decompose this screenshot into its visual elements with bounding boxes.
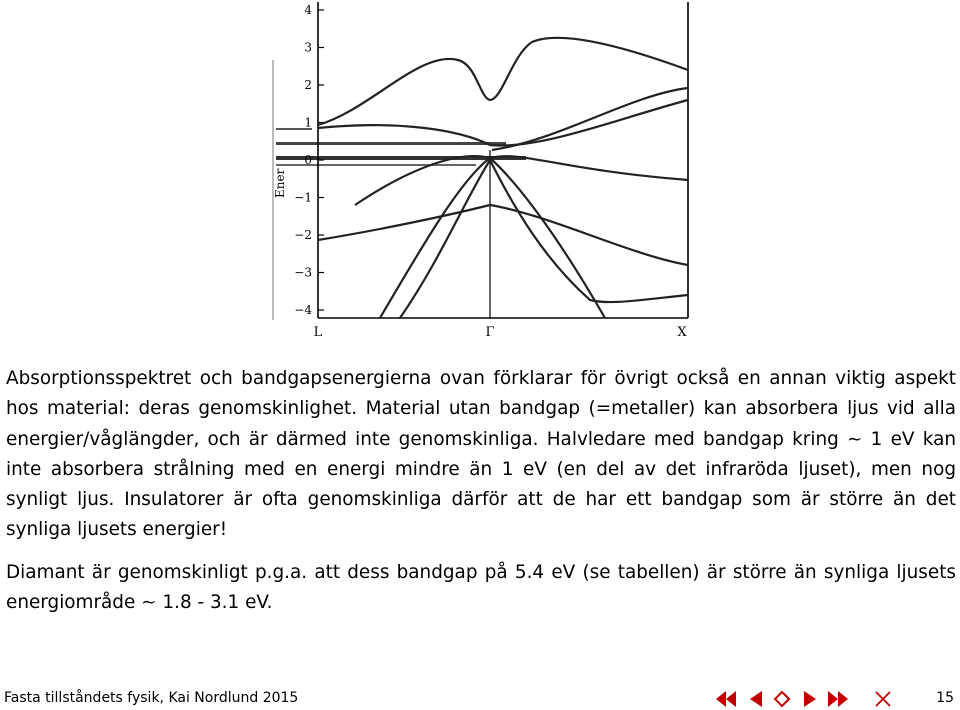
k-point-label-gamma: Γ	[485, 325, 495, 340]
y-tick-label: 1	[304, 115, 312, 130]
valence-band-top	[355, 156, 688, 205]
y-tick-label: −2	[294, 228, 312, 242]
y-tick-label: 2	[304, 78, 312, 92]
paragraph-diamond	[6, 558, 956, 619]
close-icon[interactable]	[876, 692, 890, 706]
valence-band-light	[400, 160, 688, 318]
valence-band-lower	[318, 205, 688, 265]
scan-artifact-line	[276, 142, 506, 145]
y-tick-label: 3	[304, 40, 312, 55]
paragraph-diamond-part1: Diamant är genomskinligt p.g.a. att dess bandgap på 5.4 eV (se tabellen) är större än synliga ljusets energiområde	[6, 561, 956, 614]
conduction-band-lower	[318, 100, 688, 146]
approx-symbol: ∼	[141, 592, 157, 614]
y-tick-marks	[318, 10, 324, 310]
next-page-icon[interactable]	[804, 691, 816, 707]
previous-page-icon[interactable]	[750, 691, 762, 707]
paragraph-transparency-part1: Absorptionsspektret och bandgapsenergierna ovan förklarar för övrigt också en annan viktig aspekt hos material: deras genomskinlighet. Material utan bandgap (=metaller) kan absorbera ljus vid alla energier/våglängder, och är därmed inte genomskinliga. Halvledare med bandgap kring	[6, 368, 956, 450]
conduction-band-x	[492, 88, 688, 150]
last-page-icon[interactable]	[828, 691, 848, 707]
body-text	[6, 364, 956, 618]
y-axis-label: Ener	[273, 168, 287, 198]
conduction-band-upper	[318, 38, 688, 125]
band-structure-plot	[260, 0, 700, 340]
k-point-label-L: L	[313, 325, 323, 340]
y-tick-label: −4	[294, 303, 312, 317]
back-icon[interactable]	[775, 692, 789, 706]
paragraph-transparency-part2: 1 eV kan inte absorbera strålning med en energi mindre än 1 eV (en del av det infraröda ljuset), men nog synligt ljus. Insulatorer är ofta genomskinliga därför att de har ett bandgap som är större än det synliga ljusets energier!	[6, 428, 956, 541]
valence-band-heavy	[380, 158, 605, 318]
paragraph-transparency	[6, 364, 956, 546]
navigation-controls	[716, 688, 956, 710]
y-tick-label: −1	[294, 190, 312, 205]
paragraph-diamond-part2: 1.8 - 3.1 eV.	[156, 592, 273, 614]
page-number: 15	[936, 690, 954, 706]
y-tick-label: −3	[294, 265, 312, 280]
band-structure-figure	[260, 0, 700, 340]
y-tick-label: 4	[304, 3, 312, 17]
y-tick-label: 0	[304, 153, 312, 167]
approx-symbol: ∼	[847, 428, 863, 450]
k-point-label-X: X	[677, 325, 687, 340]
first-page-icon[interactable]	[716, 691, 736, 707]
footer-course-title: Fasta tillståndets fysik, Kai Nordlund 2015	[4, 690, 299, 706]
